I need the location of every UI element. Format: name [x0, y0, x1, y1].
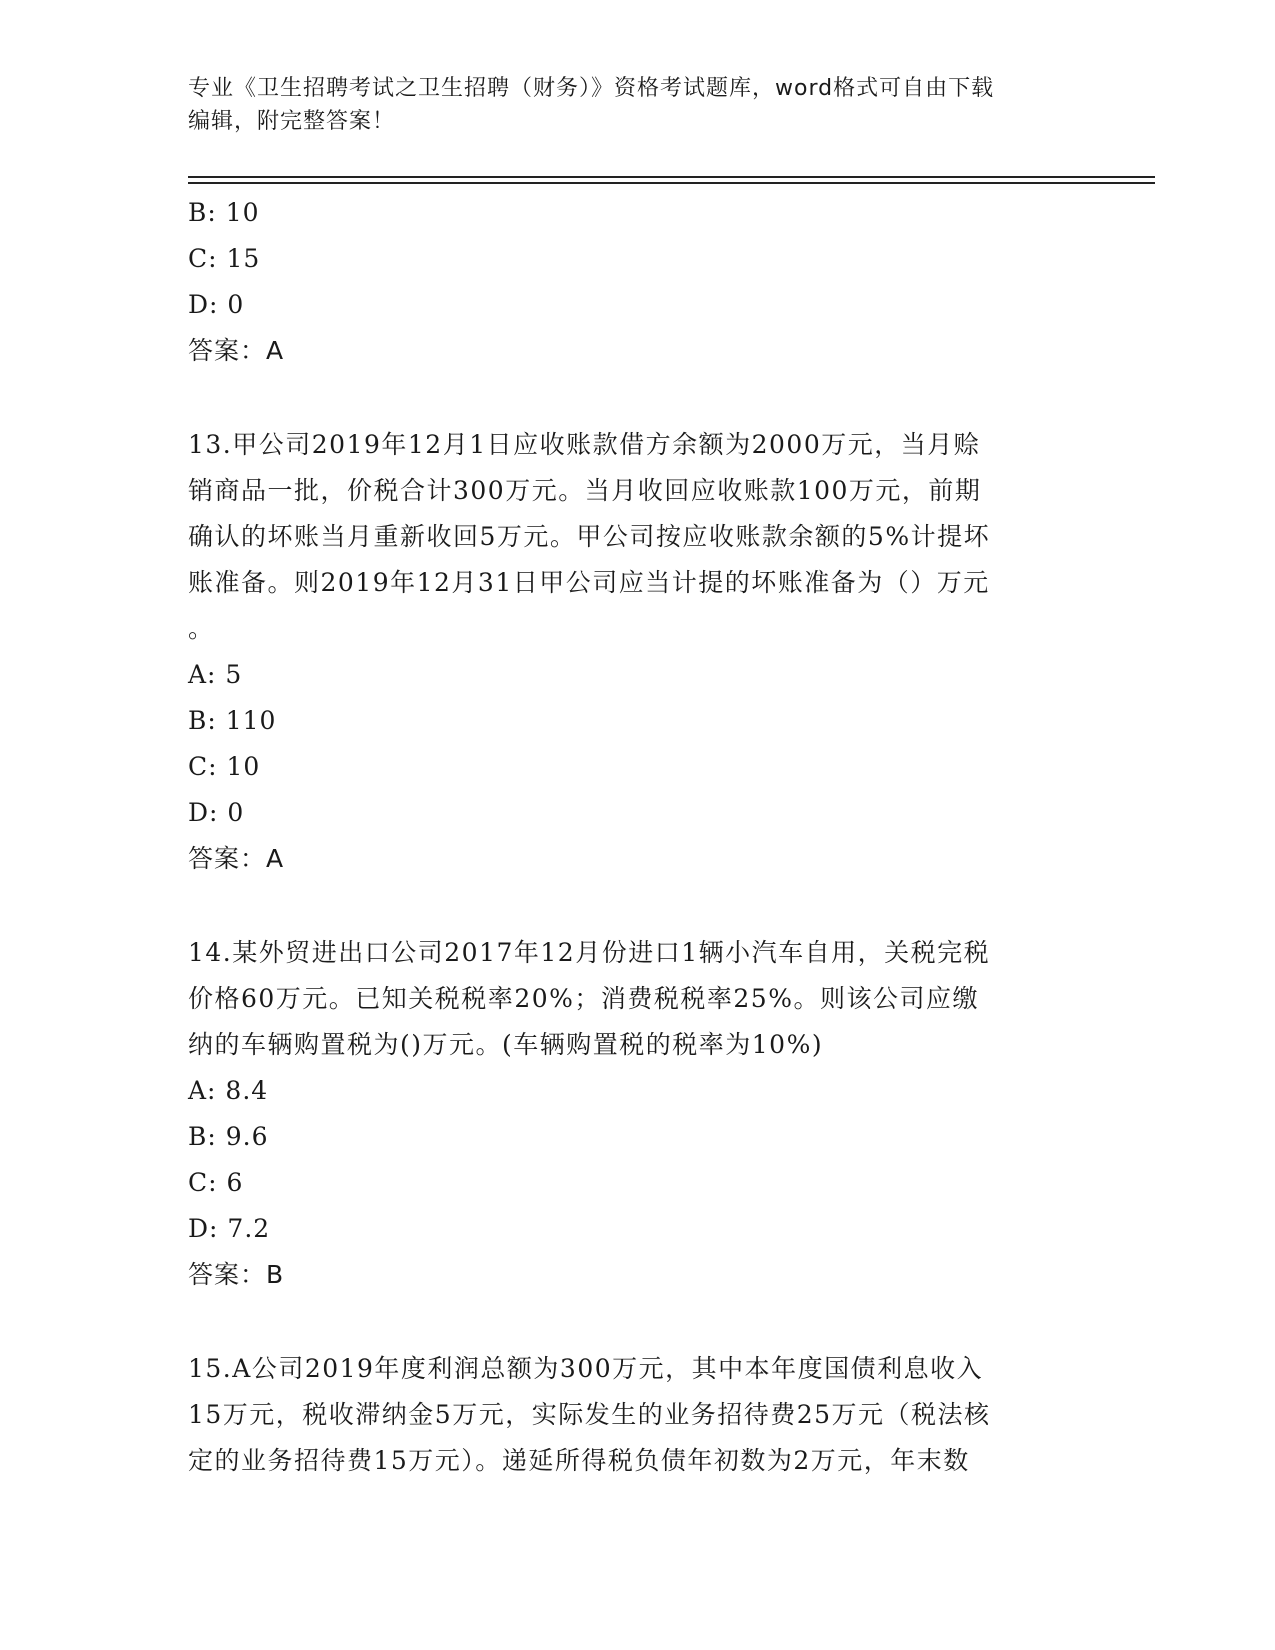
question-13-answer: 答案：A: [188, 844, 285, 873]
question-13-line: 13.甲公司2019年12月1日应收账款借方余额为2000万元，当月赊: [188, 430, 981, 459]
question-15-line: 定的业务招待费15万元）。递延所得税负债年初数为2万元，年末数: [188, 1446, 970, 1475]
header-line-1: 专业《卫生招聘考试之卫生招聘（财务）》资格考试题库，word格式可自由下载: [188, 76, 995, 101]
option-d: D: 0: [188, 798, 245, 827]
spacer: [188, 1298, 1088, 1346]
question-content: [188, 190, 1088, 1484]
question-14-options: [188, 1068, 1088, 1252]
header-divider-bottom: [188, 182, 1155, 184]
document-header: [188, 72, 1088, 138]
option-b: B: 10: [188, 198, 260, 227]
option-d: D: 7.2: [188, 1214, 271, 1243]
question-13-line: 销商品一批，价税合计300万元。当月收回应收账款100万元，前期: [188, 476, 982, 505]
question-14-line: 14.某外贸进出口公司2017年12月份进口1辆小汽车自用，关税完税: [188, 938, 991, 967]
question-15-text: [188, 1346, 1088, 1484]
option-d: D: 0: [188, 290, 245, 319]
question-13-line: 账准备。则2019年12月31日甲公司应当计提的坏账准备为（）万元: [188, 568, 990, 597]
header-divider-top: [188, 176, 1155, 178]
question-14-line: 纳的车辆购置税为()万元。(车辆购置税的税率为10%): [188, 1030, 824, 1059]
question-14-text: [188, 930, 1088, 1068]
option-b: B: 110: [188, 706, 277, 735]
question-14-line: 价格60万元。已知关税税率20%；消费税税率25%。则该公司应缴: [188, 984, 979, 1013]
question-13-text: [188, 422, 1088, 652]
option-b: B: 9.6: [188, 1122, 269, 1151]
spacer: [188, 882, 1088, 930]
question-12-answer: 答案：A: [188, 336, 285, 365]
option-c: C: 6: [188, 1168, 244, 1197]
question-15-line: 15.A公司2019年度利润总额为300万元，其中本年度国债利息收入: [188, 1354, 984, 1383]
option-c: C: 10: [188, 752, 261, 781]
question-12-options: [188, 190, 1088, 328]
spacer: [188, 374, 1088, 422]
question-15-line: 15万元，税收滞纳金5万元，实际发生的业务招待费25万元（税法核: [188, 1400, 991, 1429]
option-c: C: 15: [188, 244, 261, 273]
option-a: A: 8.4: [188, 1076, 269, 1105]
header-line-2: 编辑，附完整答案！: [188, 109, 396, 134]
question-13-line: 确认的坏账当月重新收回5万元。甲公司按应收账款余额的5%计提坏: [188, 522, 991, 551]
option-a: A: 5: [188, 660, 243, 689]
question-13-options: [188, 652, 1088, 836]
question-14-answer: 答案：B: [188, 1260, 285, 1289]
question-13-line: 。: [188, 614, 215, 643]
